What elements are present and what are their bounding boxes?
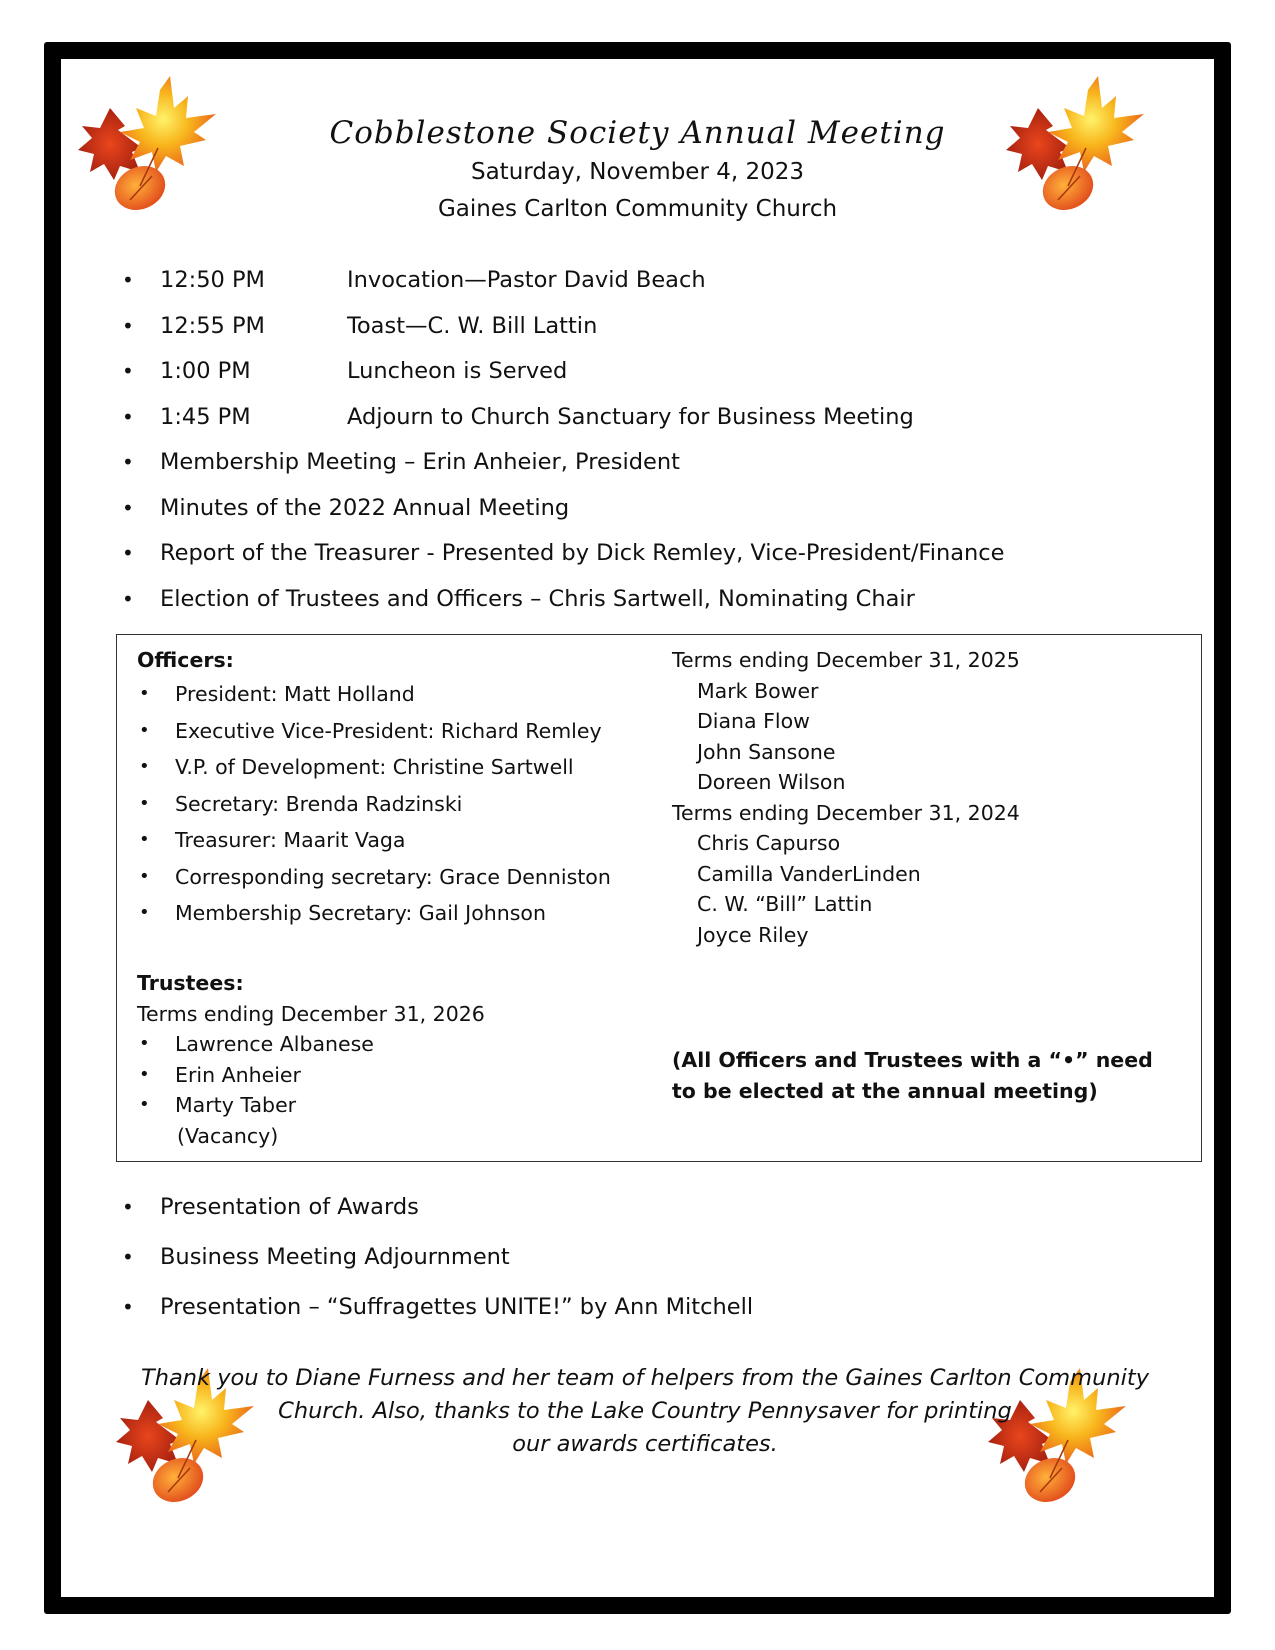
- agenda-time: 1:45 PM: [160, 403, 251, 430]
- agenda-text: Election of Trustees and Officers – Chris Sartwell, Nominating Chair: [160, 585, 915, 612]
- officer-item: • Treasurer: Maarit Vaga: [137, 822, 637, 859]
- agenda-text: Report of the Treasurer - Presented by Dick Remley, Vice-President/Finance: [160, 540, 1005, 566]
- trustee-name: Joyce Riley: [697, 922, 809, 947]
- agenda-item: [122, 531, 1132, 577]
- agenda-item: • Presentation – “Suffragettes UNITE!” by Ann Mitchell: [122, 1282, 1132, 1332]
- thanks-line: our awards certificates.: [512, 1431, 778, 1457]
- agenda-text: Minutes of the 2022 Annual Meeting: [160, 494, 570, 521]
- page-title: Cobblestone Society Annual Meeting: [329, 115, 946, 151]
- thanks-line: Church. Also, thanks to the Lake Country Pennysaver for printing: [278, 1398, 1012, 1424]
- election-box: [116, 634, 1202, 1162]
- officer-item: • President: Matt Holland: [137, 676, 637, 713]
- trustee-item: • Lawrence Albanese: [137, 1029, 637, 1060]
- trustee-item: • Erin Anheier: [137, 1060, 637, 1091]
- agenda-item: [122, 395, 1132, 441]
- vacancy-label: (Vacancy): [177, 1123, 279, 1148]
- officer-item: • Secretary: Brenda Radzinski: [137, 786, 637, 823]
- agenda-time: 12:55 PM: [160, 312, 265, 339]
- trustee-name: Camilla VanderLinden: [697, 861, 921, 886]
- agenda-text: Invocation—Pastor David Beach: [347, 267, 706, 293]
- meeting-date: Saturday, November 4, 2023: [470, 159, 805, 185]
- term-2026-label: Terms ending December 31, 2026: [137, 1001, 485, 1026]
- agenda-item: [122, 258, 1132, 304]
- trustees-column: [672, 645, 1182, 1103]
- agenda-text: Membership Meeting – Erin Anheier, President: [160, 449, 680, 475]
- officer-item: • Corresponding secretary: Grace Denniston: [137, 859, 637, 896]
- agenda-time: 1:00 PM: [160, 358, 251, 384]
- trustee-name: Chris Capurso: [697, 831, 841, 855]
- officer-item: • Executive Vice-President: Richard Remley: [137, 713, 637, 750]
- agenda-text: Adjourn to Church Sanctuary for Business Meeting: [347, 403, 914, 430]
- agenda-item: [122, 577, 1132, 623]
- agenda-item: • Business Meeting Adjournment: [122, 1232, 1132, 1282]
- officer-item: • V.P. of Development: Christine Sartwell: [137, 749, 637, 786]
- officers-list: [137, 676, 637, 932]
- trustee-name: Mark Bower: [697, 678, 819, 703]
- agenda-text: Luncheon is Served: [347, 358, 568, 384]
- agenda-item: [122, 486, 1132, 532]
- agenda-item: [122, 440, 1132, 486]
- term-2024-label: Terms ending December 31, 2024: [672, 800, 1020, 825]
- officer-item: • Membership Secretary: Gail Johnson: [137, 895, 637, 932]
- trustees-2026-list: [137, 1029, 637, 1121]
- trustee-name: John Sansone: [697, 739, 836, 764]
- agenda-item: [122, 304, 1132, 350]
- term-2025-label: Terms ending December 31, 2025: [672, 648, 1020, 672]
- meeting-venue: Gaines Carlton Community Church: [437, 196, 838, 222]
- agenda-text: Toast—C. W. Bill Lattin: [347, 312, 598, 339]
- election-note: (All Officers and Trustees with a “•” need to be elected at the annual meeting): [672, 1048, 1153, 1103]
- trustee-name: Doreen Wilson: [697, 770, 846, 794]
- agenda-after-list: [122, 1182, 1132, 1332]
- trustee-name: C. W. “Bill” Lattin: [697, 892, 873, 916]
- agenda-list: [122, 258, 1132, 622]
- trustees-heading: Trustees:: [137, 970, 244, 995]
- thanks-line: Thank you to Diane Furness and her team of helpers from the Gaines Carlton Community: [140, 1365, 1150, 1391]
- agenda-item: • Presentation of Awards: [122, 1182, 1132, 1232]
- thank-you-note: [120, 1362, 1170, 1461]
- officers-heading: Officers:: [137, 648, 234, 672]
- agenda-time: 12:50 PM: [160, 267, 265, 293]
- header: [0, 112, 1275, 228]
- trustee-name: Diana Flow: [697, 709, 810, 733]
- trustee-item: • Marty Taber: [137, 1090, 637, 1121]
- agenda-item: [122, 349, 1132, 395]
- officers-column: [137, 645, 637, 1151]
